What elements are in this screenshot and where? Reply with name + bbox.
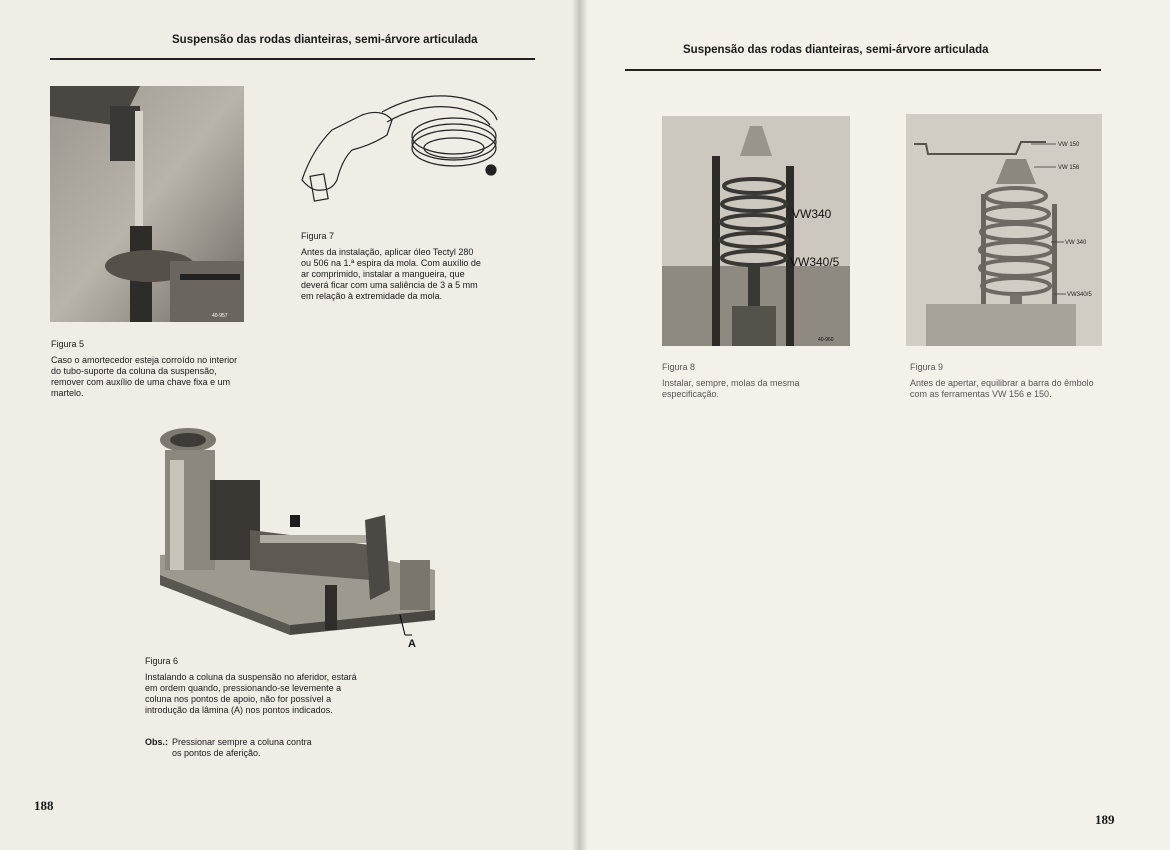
figure-8-title: Figura 8 bbox=[662, 362, 696, 372]
figure-7-title: Figura 7 bbox=[301, 231, 335, 241]
figure-8-label-vw340-5: VW340/5 bbox=[790, 255, 840, 269]
figure-9-photo bbox=[906, 114, 1102, 346]
figure-9-caption: Antes de apertar, equilibrar a barra do êmbolo com as ferramentas VW 156 e 150. bbox=[910, 378, 1094, 399]
obs-label: Obs.: bbox=[145, 737, 169, 747]
book-gutter bbox=[572, 0, 588, 850]
figure-5-title: Figura 5 bbox=[51, 339, 85, 349]
figure-5-caption: Caso o amortecedor esteja corroído no interior do tubo-suporte da coluna da suspensão, remover com auxílio de uma chave fixa e um martelo. bbox=[51, 355, 238, 398]
obs-text: Pressionar sempre a coluna contra os pontos de aferição. bbox=[172, 737, 312, 758]
left-page-number: 188 bbox=[34, 798, 54, 813]
left-header-rule bbox=[50, 58, 535, 60]
right-header-rule bbox=[625, 69, 1101, 71]
figure-6-title: Figura 6 bbox=[145, 656, 179, 666]
figure-8-photo-code: 40-960 bbox=[818, 337, 834, 343]
figure-7-caption: Antes da instalação, aplicar óleo Tectyl 280 ou 506 na 1.ª espira da mola. Com auxílio de ar comprimido, instalar a mangueira, que deverá ficar com uma saliência de 3 a 5 mm em relação à extremidade da mola. bbox=[301, 247, 481, 301]
right-page bbox=[580, 0, 1170, 850]
right-page-number: 189 bbox=[1095, 812, 1115, 827]
figure-8-photo bbox=[662, 116, 850, 346]
left-page bbox=[0, 0, 580, 850]
left-page-header: Suspensão das rodas dianteiras, semi-árvore articulada bbox=[172, 34, 478, 46]
figure-7-drawing bbox=[292, 90, 504, 220]
figure-9-label-vw150: VW 150 bbox=[1058, 142, 1080, 148]
figure-9-title: Figura 9 bbox=[910, 362, 944, 372]
figure-9-label-vw340-5: VW340/5 bbox=[1067, 292, 1092, 298]
right-page-header: Suspensão das rodas dianteiras, semi-árvore articulada bbox=[683, 44, 989, 56]
figure-6-caption: Instalando a coluna da suspensão no aferidor, estará em ordem quando, pressionando-se levemente a coluna nos pontos de apoio, não for possível a introdução da lâmina (A) nos pontos indicados. bbox=[145, 672, 357, 715]
figure-6-marker-a: A bbox=[408, 638, 416, 650]
figure-5-photo bbox=[50, 86, 244, 322]
figure-8-label-vw340: VW340 bbox=[792, 207, 832, 221]
figure-5-photo-code: 40-957 bbox=[212, 313, 228, 319]
figure-9-label-vw156: VW 156 bbox=[1058, 165, 1080, 171]
figure-9-label-vw340: VW 340 bbox=[1065, 240, 1087, 246]
figure-6-photo bbox=[150, 420, 440, 650]
figure-8-caption: Instalar, sempre, molas da mesma especificação. bbox=[662, 378, 800, 399]
